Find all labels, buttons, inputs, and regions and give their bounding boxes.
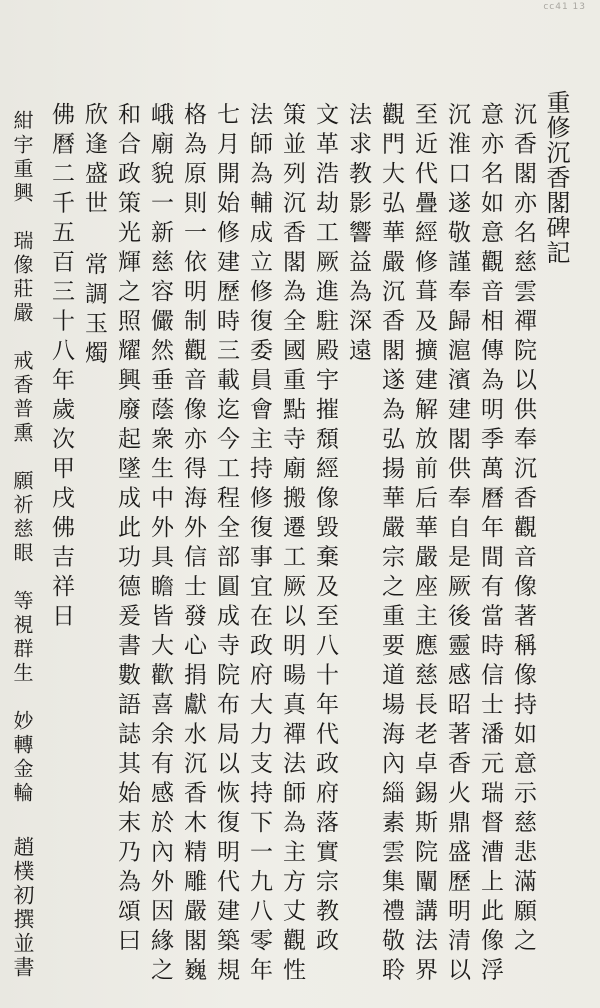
text-column-11: 格為原則一依明制觀音像亦得海外信士發心捐獻水沉香木精雕嚴閣巍 xyxy=(180,102,206,987)
verse-fragment-2: 瑞像莊嚴 xyxy=(10,230,34,326)
text-column-14: 欣逢盛世 xyxy=(81,102,107,220)
verse-fragment-4: 願祈慈眼 xyxy=(10,470,34,566)
text-column-3: 沉淮口遂敬謹奉歸滬濱建閣供奉自是厥後靈感昭著香火鼎盛歷明清以 xyxy=(444,102,470,987)
verse-fragment-6: 妙轉金輪 xyxy=(10,710,34,806)
text-column-5: 觀門大弘華嚴沉香閣遂為弘揚華嚴宗之重要道場海內緇素雲集禮敬聆 xyxy=(378,102,404,987)
text-column-16: 佛曆二千五百三十八年歲次甲戌佛吉祥日 xyxy=(48,102,74,633)
text-column-15: 常調玉燭 xyxy=(81,252,107,370)
text-column-2: 意亦名如意觀音相傳為明季萬曆年間有當時信士潘元瑞督漕上此像浮 xyxy=(477,102,503,987)
inscription-title: 重修沉香閣碑記 xyxy=(542,90,570,265)
text-column-7: 文革浩劫工厥進駐殿宇摧頹經像毀棄及至八十年代政府落實宗教政 xyxy=(312,102,338,958)
text-column-8: 策並列沉香閣為全國重點寺廟搬遷工厥以明暘真禪法師為主方丈觀性 xyxy=(279,102,305,987)
author-signature: 趙樸初撰並書 xyxy=(11,836,35,980)
text-column-1: 沉香閣亦名慈雲禪院以供奉沉香觀音像著稱像持如意示慈悲滿願之 xyxy=(510,102,536,958)
text-column-9: 法師為輔成立修復委員會主持修復事宜在政府大力支持下一九八零年 xyxy=(246,102,272,987)
verse-fragment-1: 紺宇重興 xyxy=(10,110,34,206)
text-column-10: 七月開始修建歷時三載迄今工程全部圓成寺院布局以恢復明代建築規 xyxy=(213,102,239,987)
text-column-13: 和合政策光輝之照耀興廢起墜成此功德爰書數語誌其始末乃為頌曰 xyxy=(114,102,140,958)
text-column-12: 峨廟貌一新慈容儼然垂蔭衆生中外具瞻皆大歡喜余有感於內外因緣之 xyxy=(147,102,173,987)
verse-fragment-5: 等視群生 xyxy=(10,590,34,686)
text-column-4: 至近代疊經修葺及擴建解放前后華嚴座主應慈長老卓錫斯院闡講法界 xyxy=(411,102,437,987)
verse-fragment-3: 戒香普熏 xyxy=(10,350,34,446)
pencil-catalog-mark: cc41 13 xyxy=(543,2,586,12)
text-column-6: 法求教影響益為深遠 xyxy=(345,102,371,368)
